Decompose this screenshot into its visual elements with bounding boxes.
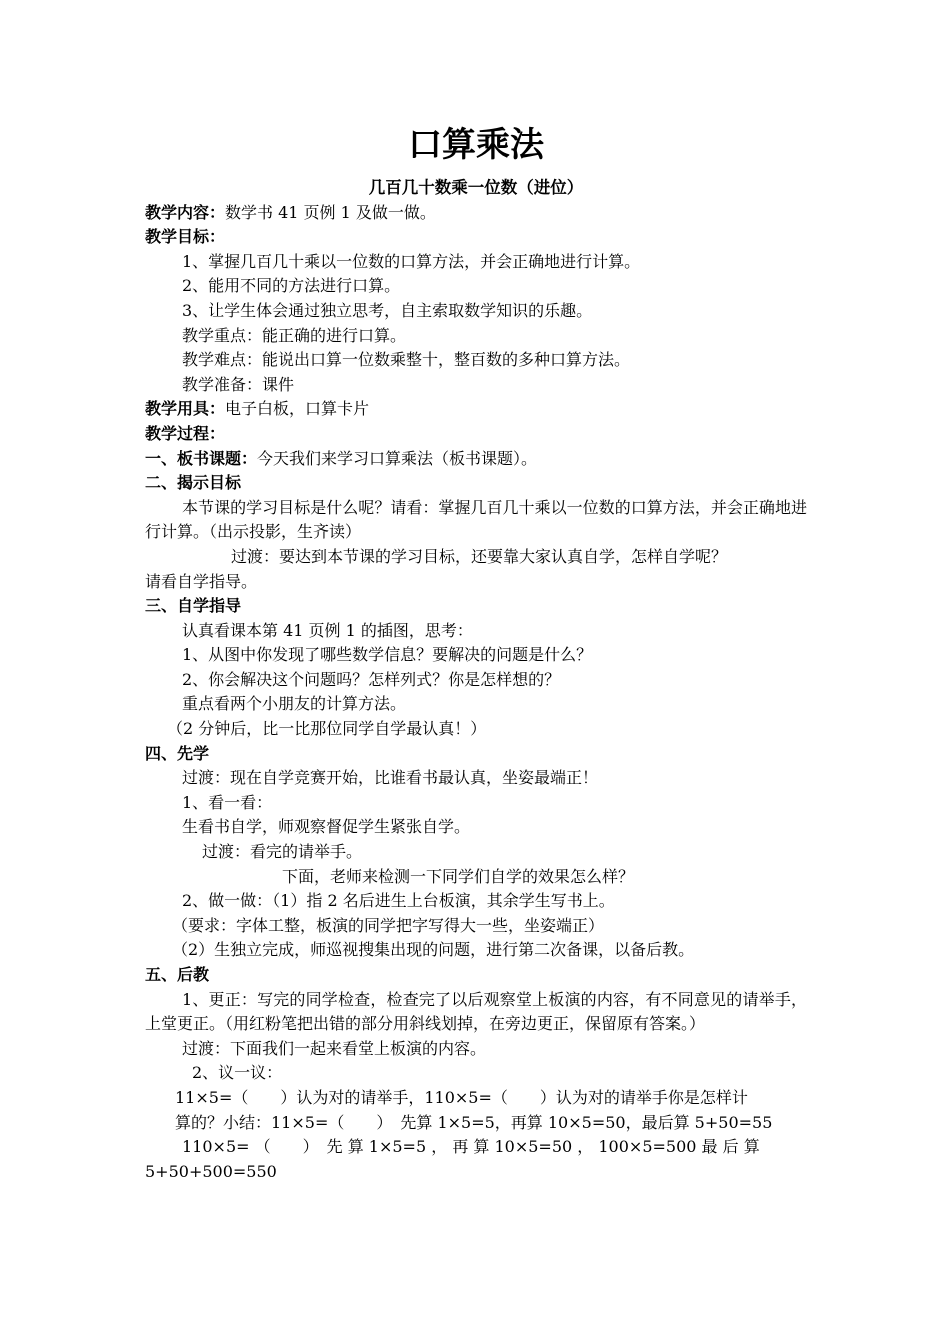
teaching-process-label: 教学过程：	[145, 423, 226, 443]
section-5-line-5: 算的？小结：11×5=（ ） 先算 1×5=5，再算 10×5=50，最后算 5+50=55	[175, 1112, 773, 1132]
section-1	[145, 447, 807, 472]
section-2-transition-cont: 请看自学指导。	[145, 571, 258, 591]
section-5-line-3: 2、议一议：	[192, 1063, 283, 1083]
goal-item-3: 3、让学生体会通过独立思考，自主索取数学知识的乐趣。	[182, 300, 593, 320]
section-3-line-4: 重点看两个小朋友的计算方法。	[182, 694, 407, 714]
section-5-line-6: 110×5= （ ） 先 算 1×5=5 ， 再 算 10×5=50 ， 100×5=500 最 后 算	[182, 1137, 760, 1157]
section-4-label: 四、先学	[145, 743, 210, 763]
section-4-line-8: （2）生独立完成，师巡视搜集出现的问题，进行第二次备课，以备后教。	[172, 940, 695, 960]
section-5-line-2: 过渡：下面我们一起来看堂上板演的内容。	[182, 1038, 487, 1058]
section-2-label: 二、揭示目标	[145, 473, 242, 493]
section-1-label: 一、板书课题：	[145, 448, 258, 468]
section-3-label: 三、自学指导	[145, 596, 242, 616]
document-title: 口算乘法	[408, 125, 544, 165]
section-1-text: 今天我们来学习口算乘法（板书课题）。	[257, 448, 538, 468]
section-4-line-2: 1、看一看：	[182, 792, 273, 812]
document-subtitle: 几百几十数乘一位数（进位）	[368, 178, 584, 197]
section-4-line-1: 过渡：现在自学竞赛开始，比谁看书最认真，坐姿最端正！	[182, 768, 599, 788]
teaching-content-label: 教学内容：	[145, 202, 226, 222]
section-5-paragraph-text: 1、更正：写完的同学检查，检查完了以后观察堂上板演的内容，有不同意见的请举手，上堂更正。（用红粉笔把出错的部分用斜线划掉，在旁边更正，保留原有答案。）	[145, 989, 807, 1034]
section-4-line-5: 下面，老师来检测一下同学们自学的效果怎么样？	[282, 866, 635, 886]
teaching-goals-label: 教学目标：	[145, 227, 226, 247]
section-5-line-7: 5+50+500=550	[145, 1161, 277, 1181]
document-page	[145, 120, 807, 1184]
teaching-tools-label: 教学用具：	[145, 399, 226, 419]
section-5-label: 五、后教	[145, 965, 210, 984]
section-3-line-2: 1、从图中你发现了哪些数学信息？要解决的问题是什么？	[182, 645, 593, 665]
teaching-content	[145, 201, 807, 226]
section-4-line-7: （要求：字体工整，板演的同学把字写得大一些，坐姿端正）	[172, 915, 605, 935]
teaching-content-text: 数学书 41 页例 1 及做一做。	[225, 202, 436, 222]
key-point: 教学重点：能正确的进行口算。	[182, 325, 407, 345]
difficulty: 教学难点：能说出口算一位数乘整十，整百数的多种口算方法。	[182, 350, 631, 370]
section-5-paragraph	[145, 988, 807, 1037]
teaching-tools	[145, 397, 807, 422]
section-5-line-4: 11×5=（ ）认为对的请举手，110×5=（ ）认为对的请举手你是怎样计	[175, 1087, 748, 1107]
section-2-paragraph	[145, 496, 807, 545]
teaching-tools-text: 电子白板，口算卡片	[225, 399, 370, 419]
goal-item-2: 2、能用不同的方法进行口算。	[182, 276, 401, 296]
section-4-line-3: 生看书自学，师观察督促学生紧张自学。	[182, 817, 471, 837]
section-3-line-5: （2 分钟后，比一比那位同学自学最认真！）	[167, 719, 487, 739]
preparation: 教学准备：课件	[182, 374, 295, 394]
section-2-transition: 过渡：要达到本节课的学习目标，还要靠大家认真自学，怎样自学呢？	[231, 546, 728, 566]
goal-item-1: 1、掌握几百几十乘以一位数的口算方法，并会正确地进行计算。	[182, 251, 641, 271]
section-3-line-1: 认真看课本第 41 页例 1 的插图，思考：	[182, 620, 473, 640]
section-4-line-6: 2、做一做：（1）指 2 名后进生上台板演，其余学生写书上。	[182, 891, 615, 911]
section-4-line-4: 过渡：看完的请举手。	[202, 842, 363, 862]
section-3-line-3: 2、你会解决这个问题吗？怎样列式？你是怎样想的？	[182, 669, 561, 689]
section-2-paragraph-text: 本节课的学习目标是什么呢？请看：掌握几百几十乘以一位数的口算方法，并会正确地进行计算。（出示投影，生齐读）	[145, 497, 807, 542]
